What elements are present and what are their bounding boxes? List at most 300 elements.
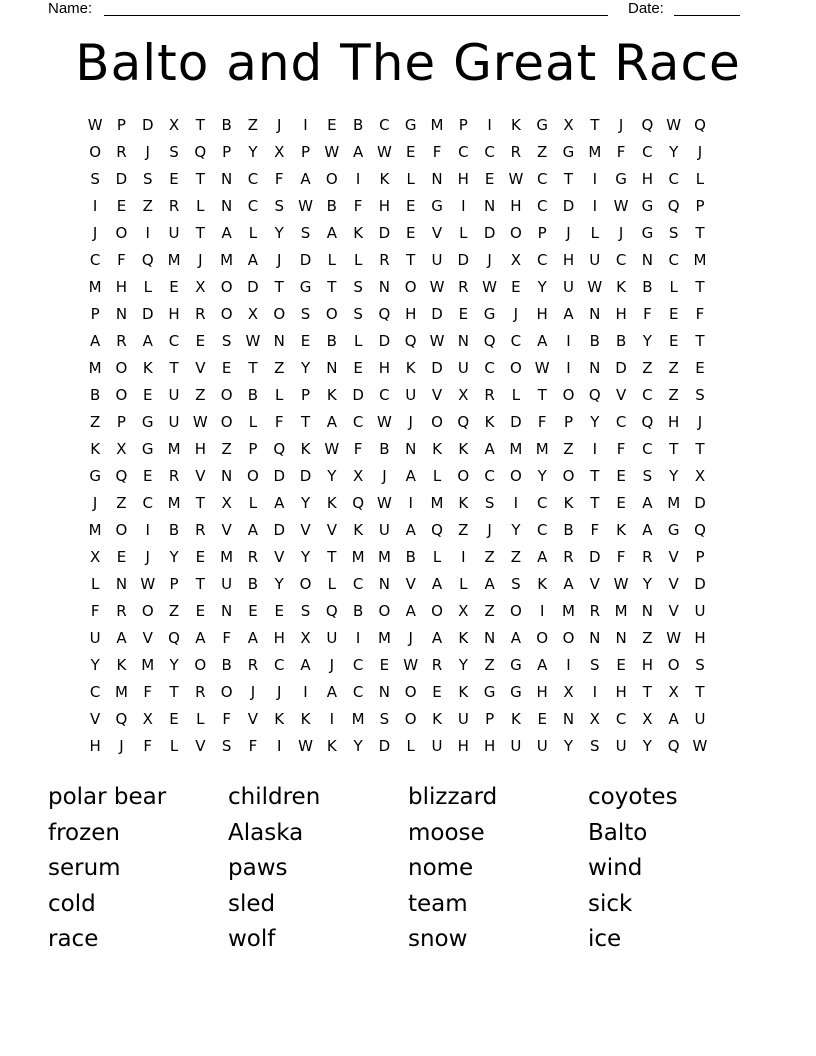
- grid-letter[interactable]: R: [431, 656, 443, 674]
- grid-letter[interactable]: C: [668, 251, 679, 269]
- grid-letter[interactable]: J: [513, 305, 519, 323]
- grid-letter[interactable]: S: [379, 710, 390, 728]
- grid-letter[interactable]: E: [616, 494, 626, 512]
- grid-letter[interactable]: J: [277, 251, 282, 269]
- grid-letter[interactable]: Q: [694, 521, 706, 539]
- grid-letter[interactable]: E: [169, 170, 179, 188]
- grid-letter[interactable]: P: [90, 305, 100, 323]
- grid-letter[interactable]: K: [616, 278, 626, 296]
- grid-letter[interactable]: T: [669, 440, 679, 458]
- grid-letter[interactable]: W: [376, 413, 392, 431]
- grid-letter[interactable]: J: [382, 467, 387, 485]
- grid-letter[interactable]: B: [379, 440, 390, 458]
- grid-letter[interactable]: C: [379, 386, 390, 404]
- grid-letter[interactable]: I: [487, 116, 492, 134]
- grid-letter[interactable]: K: [458, 629, 469, 647]
- grid-letter[interactable]: Y: [669, 467, 679, 485]
- grid-letter[interactable]: L: [90, 575, 100, 593]
- grid-letter[interactable]: C: [379, 116, 390, 134]
- grid-letter[interactable]: U: [510, 737, 522, 755]
- grid-letter[interactable]: B: [326, 197, 337, 215]
- grid-letter[interactable]: N: [221, 197, 233, 215]
- grid-letter[interactable]: S: [642, 467, 653, 485]
- grid-letter[interactable]: W: [324, 143, 340, 161]
- grid-letter[interactable]: T: [642, 683, 652, 701]
- grid-letter[interactable]: H: [168, 305, 180, 323]
- grid-letter[interactable]: X: [563, 116, 574, 134]
- grid-letter[interactable]: L: [590, 224, 599, 242]
- grid-letter[interactable]: C: [536, 197, 548, 215]
- grid-letter[interactable]: A: [247, 251, 259, 269]
- grid-letter[interactable]: T: [590, 116, 600, 134]
- grid-letter[interactable]: M: [667, 494, 681, 512]
- grid-letter[interactable]: Q: [141, 251, 154, 269]
- grid-letter[interactable]: O: [378, 602, 391, 620]
- grid-letter[interactable]: F: [353, 197, 363, 215]
- grid-letter[interactable]: T: [195, 170, 205, 188]
- grid-letter[interactable]: Y: [353, 737, 363, 755]
- grid-letter[interactable]: C: [89, 251, 101, 269]
- grid-letter[interactable]: K: [142, 359, 153, 377]
- grid-letter[interactable]: K: [274, 710, 285, 728]
- grid-letter[interactable]: E: [248, 602, 258, 620]
- grid-letter[interactable]: K: [484, 413, 495, 431]
- grid-letter[interactable]: O: [220, 305, 233, 323]
- grid-letter[interactable]: T: [406, 251, 416, 269]
- grid-letter[interactable]: Q: [588, 386, 601, 404]
- grid-letter[interactable]: E: [195, 332, 206, 350]
- grid-letter[interactable]: J: [92, 224, 98, 242]
- grid-letter[interactable]: E: [405, 143, 416, 161]
- grid-letter[interactable]: U: [221, 575, 233, 593]
- grid-letter[interactable]: C: [615, 251, 627, 269]
- grid-letter[interactable]: K: [537, 575, 548, 593]
- grid-letter[interactable]: C: [536, 170, 548, 188]
- grid-letter[interactable]: O: [431, 413, 443, 431]
- grid-letter[interactable]: X: [142, 710, 153, 728]
- grid-letter[interactable]: L: [327, 251, 336, 269]
- grid-letter[interactable]: K: [458, 440, 469, 458]
- grid-letter[interactable]: S: [221, 737, 232, 755]
- grid-letter[interactable]: H: [562, 251, 575, 269]
- grid-letter[interactable]: P: [485, 710, 495, 728]
- grid-letter[interactable]: Y: [537, 278, 547, 296]
- grid-letter[interactable]: W: [587, 278, 603, 296]
- grid-letter[interactable]: F: [616, 143, 626, 161]
- grid-letter[interactable]: X: [668, 683, 679, 701]
- grid-letter[interactable]: T: [537, 386, 547, 404]
- grid-letter[interactable]: S: [511, 575, 521, 593]
- grid-letter[interactable]: D: [694, 494, 706, 512]
- grid-letter[interactable]: I: [92, 197, 98, 215]
- grid-letter[interactable]: F: [143, 737, 153, 755]
- grid-letter[interactable]: A: [352, 143, 364, 161]
- grid-letter[interactable]: H: [483, 737, 496, 755]
- grid-letter[interactable]: Z: [116, 494, 127, 512]
- grid-letter[interactable]: N: [562, 710, 575, 728]
- grid-letter[interactable]: S: [300, 224, 311, 242]
- grid-letter[interactable]: D: [352, 386, 364, 404]
- grid-letter[interactable]: O: [115, 386, 128, 404]
- grid-letter[interactable]: U: [431, 737, 443, 755]
- grid-letter[interactable]: V: [142, 629, 153, 647]
- grid-letter[interactable]: R: [247, 548, 259, 566]
- grid-letter[interactable]: C: [536, 521, 548, 539]
- grid-letter[interactable]: J: [145, 548, 150, 566]
- grid-letter[interactable]: B: [326, 332, 337, 350]
- grid-letter[interactable]: O: [404, 710, 417, 728]
- grid-letter[interactable]: W: [666, 116, 682, 134]
- grid-letter[interactable]: J: [618, 116, 624, 134]
- grid-letter[interactable]: J: [145, 143, 150, 161]
- grid-letter[interactable]: Z: [274, 359, 285, 377]
- grid-letter[interactable]: E: [668, 332, 679, 350]
- grid-letter[interactable]: C: [642, 440, 653, 458]
- grid-letter[interactable]: K: [326, 737, 337, 755]
- grid-letter[interactable]: N: [615, 629, 627, 647]
- grid-letter[interactable]: D: [378, 332, 391, 350]
- grid-letter[interactable]: I: [566, 332, 571, 350]
- grid-letter[interactable]: G: [141, 440, 154, 458]
- grid-letter[interactable]: T: [195, 224, 205, 242]
- grid-letter[interactable]: Y: [300, 494, 311, 512]
- grid-letter[interactable]: E: [195, 602, 206, 620]
- grid-letter[interactable]: Q: [352, 494, 365, 512]
- grid-letter[interactable]: W: [324, 440, 340, 458]
- grid-letter[interactable]: D: [115, 170, 128, 188]
- grid-letter[interactable]: N: [641, 251, 653, 269]
- grid-letter[interactable]: A: [431, 575, 443, 593]
- grid-letter[interactable]: O: [299, 575, 312, 593]
- grid-letter[interactable]: A: [537, 332, 548, 350]
- grid-letter[interactable]: C: [615, 413, 627, 431]
- grid-letter[interactable]: W: [613, 575, 629, 593]
- grid-letter[interactable]: A: [326, 413, 337, 431]
- grid-letter[interactable]: W: [298, 197, 313, 215]
- grid-letter[interactable]: Y: [327, 467, 337, 485]
- grid-letter[interactable]: R: [642, 548, 653, 566]
- grid-letter[interactable]: M: [88, 359, 102, 377]
- grid-letter[interactable]: C: [168, 332, 180, 350]
- grid-letter[interactable]: H: [641, 656, 654, 674]
- grid-letter[interactable]: T: [563, 170, 574, 188]
- grid-letter[interactable]: N: [378, 575, 391, 593]
- grid-letter[interactable]: G: [483, 305, 496, 323]
- grid-letter[interactable]: P: [116, 116, 126, 134]
- grid-letter[interactable]: M: [88, 278, 102, 296]
- grid-letter[interactable]: A: [300, 656, 311, 674]
- grid-letter[interactable]: M: [351, 710, 365, 728]
- grid-letter[interactable]: H: [536, 305, 548, 323]
- grid-letter[interactable]: F: [353, 440, 363, 458]
- grid-letter[interactable]: E: [668, 305, 679, 323]
- grid-letter[interactable]: H: [405, 305, 417, 323]
- grid-letter[interactable]: G: [615, 170, 627, 188]
- grid-letter[interactable]: P: [248, 440, 258, 458]
- grid-letter[interactable]: Q: [194, 143, 207, 161]
- grid-letter[interactable]: F: [432, 143, 442, 161]
- grid-letter[interactable]: K: [300, 440, 311, 458]
- grid-letter[interactable]: D: [431, 305, 443, 323]
- grid-letter[interactable]: X: [563, 683, 574, 701]
- grid-letter[interactable]: F: [616, 548, 626, 566]
- grid-letter[interactable]: N: [589, 359, 601, 377]
- grid-letter[interactable]: U: [405, 386, 417, 404]
- grid-letter[interactable]: Y: [274, 575, 284, 593]
- grid-letter[interactable]: Q: [115, 467, 128, 485]
- grid-letter[interactable]: M: [220, 548, 234, 566]
- grid-letter[interactable]: R: [510, 143, 522, 161]
- grid-letter[interactable]: B: [352, 116, 364, 134]
- grid-letter[interactable]: A: [247, 629, 259, 647]
- grid-letter[interactable]: J: [329, 656, 335, 674]
- grid-letter[interactable]: U: [431, 251, 443, 269]
- grid-letter[interactable]: W: [666, 629, 682, 647]
- grid-letter[interactable]: M: [377, 548, 391, 566]
- grid-letter[interactable]: W: [534, 359, 550, 377]
- grid-letter[interactable]: L: [406, 170, 415, 188]
- grid-letter[interactable]: J: [198, 251, 203, 269]
- grid-letter[interactable]: K: [353, 224, 364, 242]
- grid-letter[interactable]: I: [145, 521, 150, 539]
- grid-letter[interactable]: Z: [642, 359, 653, 377]
- grid-letter[interactable]: Q: [641, 116, 654, 134]
- grid-letter[interactable]: D: [273, 521, 285, 539]
- grid-letter[interactable]: L: [459, 575, 468, 593]
- grid-letter[interactable]: Z: [221, 440, 232, 458]
- grid-letter[interactable]: R: [484, 386, 495, 404]
- grid-letter[interactable]: M: [535, 440, 549, 458]
- grid-letter[interactable]: B: [615, 332, 627, 350]
- grid-letter[interactable]: B: [405, 548, 416, 566]
- grid-letter[interactable]: X: [274, 143, 285, 161]
- grid-letter[interactable]: O: [220, 278, 233, 296]
- grid-letter[interactable]: S: [695, 656, 705, 674]
- grid-letter[interactable]: Q: [404, 332, 417, 350]
- grid-letter[interactable]: C: [247, 197, 259, 215]
- grid-letter[interactable]: T: [327, 548, 337, 566]
- grid-letter[interactable]: G: [562, 143, 575, 161]
- grid-letter[interactable]: Z: [484, 548, 495, 566]
- grid-letter[interactable]: M: [693, 251, 707, 269]
- grid-letter[interactable]: G: [89, 467, 101, 485]
- grid-letter[interactable]: C: [536, 494, 548, 512]
- grid-letter[interactable]: O: [115, 224, 128, 242]
- grid-letter[interactable]: T: [169, 359, 179, 377]
- grid-letter[interactable]: R: [458, 278, 469, 296]
- grid-letter[interactable]: E: [353, 359, 363, 377]
- grid-letter[interactable]: O: [220, 413, 233, 431]
- grid-letter[interactable]: V: [90, 710, 101, 728]
- grid-letter[interactable]: L: [695, 170, 705, 188]
- grid-letter[interactable]: E: [143, 467, 153, 485]
- grid-letter[interactable]: Z: [668, 386, 679, 404]
- grid-letter[interactable]: E: [616, 467, 626, 485]
- grid-letter[interactable]: B: [563, 521, 574, 539]
- grid-letter[interactable]: M: [167, 494, 181, 512]
- grid-letter[interactable]: O: [220, 683, 233, 701]
- grid-letter[interactable]: W: [87, 116, 103, 134]
- grid-letter[interactable]: M: [377, 629, 391, 647]
- grid-letter[interactable]: Z: [668, 359, 679, 377]
- grid-letter[interactable]: N: [326, 359, 338, 377]
- grid-letter[interactable]: M: [614, 602, 628, 620]
- grid-letter[interactable]: G: [641, 197, 654, 215]
- grid-letter[interactable]: R: [563, 548, 574, 566]
- grid-letter[interactable]: C: [615, 710, 627, 728]
- grid-letter[interactable]: T: [695, 224, 705, 242]
- grid-letter[interactable]: U: [168, 413, 180, 431]
- grid-letter[interactable]: E: [116, 197, 127, 215]
- grid-letter[interactable]: C: [484, 359, 495, 377]
- grid-letter[interactable]: Z: [142, 197, 153, 215]
- grid-letter[interactable]: X: [352, 467, 364, 485]
- grid-letter[interactable]: Z: [168, 602, 180, 620]
- grid-letter[interactable]: O: [536, 629, 549, 647]
- grid-letter[interactable]: K: [563, 494, 574, 512]
- grid-letter[interactable]: F: [643, 305, 652, 323]
- grid-letter[interactable]: B: [247, 575, 259, 593]
- grid-letter[interactable]: F: [143, 683, 153, 701]
- grid-letter[interactable]: G: [667, 521, 680, 539]
- grid-letter[interactable]: V: [274, 548, 285, 566]
- grid-letter[interactable]: Q: [641, 413, 654, 431]
- grid-letter[interactable]: K: [353, 521, 364, 539]
- grid-letter[interactable]: J: [92, 494, 98, 512]
- grid-letter[interactable]: C: [352, 413, 364, 431]
- grid-letter[interactable]: Y: [642, 332, 652, 350]
- grid-letter[interactable]: I: [461, 197, 466, 215]
- grid-letter[interactable]: S: [484, 494, 495, 512]
- grid-letter[interactable]: B: [589, 332, 600, 350]
- grid-letter[interactable]: J: [277, 683, 282, 701]
- grid-letter[interactable]: M: [167, 440, 181, 458]
- grid-letter[interactable]: E: [511, 278, 521, 296]
- grid-letter[interactable]: E: [458, 305, 469, 323]
- grid-letter[interactable]: T: [195, 575, 205, 593]
- grid-letter[interactable]: S: [590, 656, 600, 674]
- grid-letter[interactable]: Z: [537, 143, 548, 161]
- grid-letter[interactable]: T: [695, 278, 705, 296]
- grid-letter[interactable]: E: [274, 602, 284, 620]
- grid-letter[interactable]: C: [89, 683, 101, 701]
- grid-letter[interactable]: N: [589, 305, 601, 323]
- grid-letter[interactable]: H: [273, 629, 285, 647]
- grid-letter[interactable]: J: [566, 224, 571, 242]
- grid-letter[interactable]: A: [484, 575, 495, 593]
- grid-letter[interactable]: G: [483, 683, 496, 701]
- grid-letter[interactable]: S: [300, 305, 311, 323]
- grid-letter[interactable]: Q: [667, 197, 680, 215]
- grid-letter[interactable]: F: [274, 413, 284, 431]
- grid-letter[interactable]: U: [615, 737, 627, 755]
- grid-letter[interactable]: I: [592, 683, 597, 701]
- grid-letter[interactable]: T: [169, 683, 179, 701]
- grid-letter[interactable]: L: [669, 278, 678, 296]
- grid-letter[interactable]: B: [221, 116, 232, 134]
- grid-letter[interactable]: E: [405, 224, 416, 242]
- grid-letter[interactable]: N: [483, 197, 496, 215]
- grid-letter[interactable]: K: [379, 170, 390, 188]
- grid-letter[interactable]: X: [458, 602, 469, 620]
- grid-letter[interactable]: F: [537, 413, 547, 431]
- grid-letter[interactable]: S: [353, 305, 363, 323]
- grid-letter[interactable]: S: [300, 602, 311, 620]
- grid-letter[interactable]: D: [694, 575, 706, 593]
- grid-letter[interactable]: L: [511, 386, 521, 404]
- grid-letter[interactable]: P: [222, 143, 232, 161]
- grid-letter[interactable]: A: [274, 494, 285, 512]
- grid-letter[interactable]: V: [300, 521, 311, 539]
- grid-letter[interactable]: U: [168, 224, 180, 242]
- grid-letter[interactable]: N: [405, 440, 417, 458]
- grid-letter[interactable]: O: [89, 143, 102, 161]
- grid-letter[interactable]: X: [694, 467, 706, 485]
- grid-letter[interactable]: E: [432, 683, 442, 701]
- grid-letter[interactable]: U: [457, 359, 469, 377]
- grid-letter[interactable]: L: [248, 224, 258, 242]
- grid-letter[interactable]: W: [403, 656, 419, 674]
- grid-letter[interactable]: U: [536, 737, 548, 755]
- grid-letter[interactable]: F: [222, 710, 231, 728]
- grid-letter[interactable]: E: [405, 197, 416, 215]
- grid-letter[interactable]: L: [353, 332, 363, 350]
- grid-letter[interactable]: Y: [563, 737, 574, 755]
- grid-letter[interactable]: U: [326, 629, 338, 647]
- grid-letter[interactable]: N: [378, 683, 391, 701]
- grid-letter[interactable]: K: [116, 656, 127, 674]
- grid-letter[interactable]: G: [641, 224, 654, 242]
- grid-letter[interactable]: N: [221, 170, 233, 188]
- grid-letter[interactable]: P: [169, 575, 179, 593]
- grid-letter[interactable]: C: [510, 332, 522, 350]
- grid-letter[interactable]: L: [432, 548, 442, 566]
- grid-letter[interactable]: O: [431, 602, 443, 620]
- grid-letter[interactable]: U: [89, 629, 101, 647]
- grid-letter[interactable]: V: [195, 737, 206, 755]
- grid-letter[interactable]: V: [195, 359, 206, 377]
- grid-letter[interactable]: Y: [300, 359, 311, 377]
- grid-letter[interactable]: C: [484, 467, 495, 485]
- grid-letter[interactable]: W: [376, 494, 392, 512]
- grid-letter[interactable]: V: [326, 521, 337, 539]
- grid-letter[interactable]: X: [221, 494, 232, 512]
- grid-letter[interactable]: R: [116, 143, 127, 161]
- grid-letter[interactable]: T: [695, 440, 705, 458]
- grid-letter[interactable]: I: [539, 602, 545, 620]
- grid-letter[interactable]: L: [275, 386, 284, 404]
- grid-letter[interactable]: B: [90, 386, 101, 404]
- grid-letter[interactable]: F: [248, 737, 258, 755]
- grid-letter[interactable]: P: [458, 116, 468, 134]
- grid-letter[interactable]: Y: [642, 575, 652, 593]
- grid-letter[interactable]: V: [195, 467, 206, 485]
- grid-letter[interactable]: H: [378, 197, 391, 215]
- grid-letter[interactable]: M: [167, 251, 181, 269]
- grid-letter[interactable]: A: [642, 521, 653, 539]
- grid-letter[interactable]: Z: [563, 440, 574, 458]
- grid-letter[interactable]: Y: [642, 737, 652, 755]
- grid-letter[interactable]: T: [695, 683, 705, 701]
- grid-letter[interactable]: O: [562, 467, 575, 485]
- grid-letter[interactable]: A: [326, 683, 337, 701]
- grid-letter[interactable]: W: [298, 737, 313, 755]
- grid-letter[interactable]: D: [457, 251, 470, 269]
- grid-letter[interactable]: J: [487, 251, 492, 269]
- grid-letter[interactable]: X: [168, 116, 180, 134]
- grid-letter[interactable]: Z: [510, 548, 522, 566]
- grid-letter[interactable]: Q: [667, 737, 680, 755]
